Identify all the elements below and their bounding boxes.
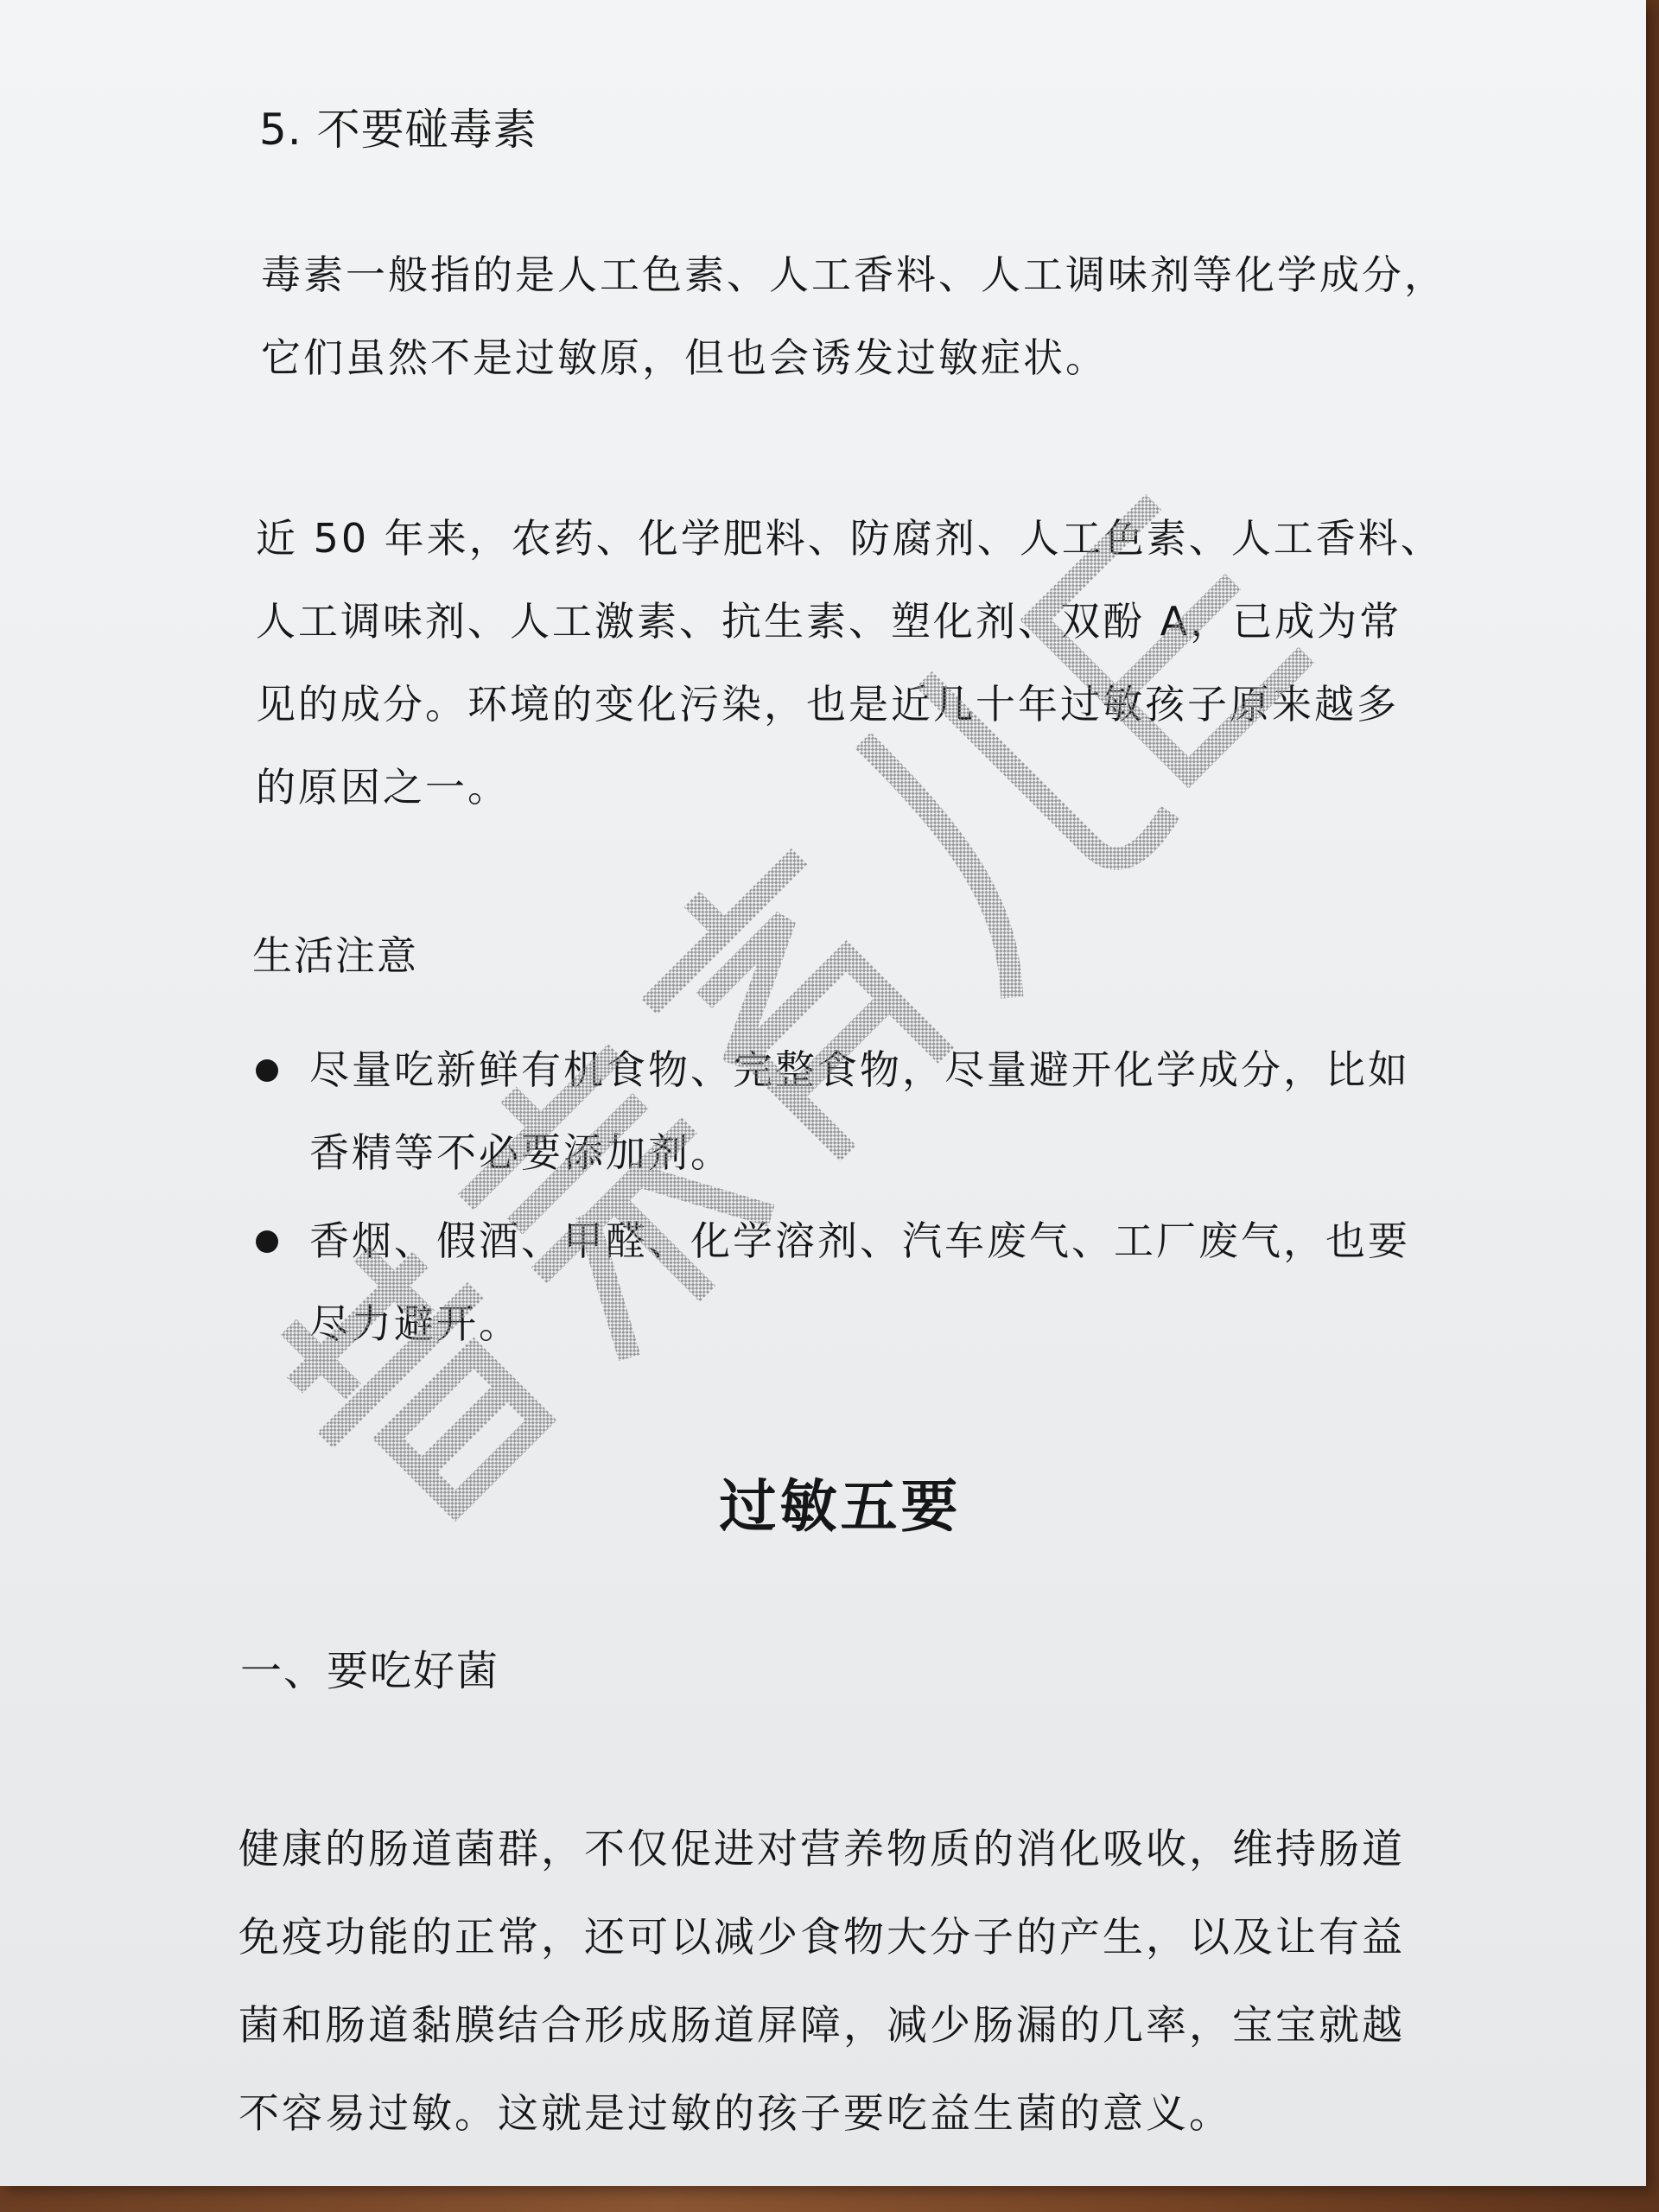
paragraph-line: 人工调味剂、人工激素、抗生素、塑化剂、双酚 A，已成为常 (256, 598, 1402, 645)
bullet-item (252, 1199, 1410, 1365)
paragraph-line: 不容易过敏。这就是过敏的孩子要吃益生菌的意义。 (238, 2090, 1232, 2138)
paragraph-good-bacteria (238, 1806, 1405, 2158)
bullet-line: 尽量吃新鲜有机食物、完整食物，尽量避开化学成分，比如 (309, 1046, 1410, 1093)
bullet-line: 尽力避开。 (309, 1300, 521, 1347)
bullet-dot-icon (256, 1059, 278, 1082)
paragraph-line: 近 50 年来，农药、化学肥料、防腐剂、人工色素、人工香料、 (256, 515, 1443, 562)
paragraph-line: 菌和肠道黏膜结合形成肠道屏障，减少肠漏的几率，宝宝就越 (238, 2002, 1405, 2050)
section-heading-5: 5. 不要碰毒素 (259, 105, 537, 155)
paragraph-line: 毒素一般指的是人工色素、人工香料、人工调味剂等化学成分， (261, 251, 1446, 298)
bullet-item (252, 1028, 1410, 1194)
paragraph-line: 它们虽然不是过敏原，但也会诱发过敏症状。 (261, 334, 1108, 381)
paragraph-line: 健康的肠道菌群，不仅促进对营养物质的消化吸收，维持肠道 (238, 1826, 1405, 1873)
paragraph-toxins-definition (261, 233, 1446, 399)
bullet-line: 香烟、假酒、甲醛、化学溶剂、汽车废气、工厂废气，也要 (309, 1217, 1410, 1264)
paragraph-toxins-history (256, 497, 1443, 829)
bullet-dot-icon (256, 1230, 278, 1253)
bullet-list (252, 1028, 1410, 1370)
subheading-life-notes: 生活注意 (252, 932, 418, 979)
paragraph-line: 的原因之一。 (256, 764, 510, 810)
paragraph-line: 见的成分。环境的变化污染，也是近几十年过敏孩子原来越多 (256, 681, 1399, 728)
chapter-title: 过敏五要 (719, 1473, 962, 1540)
bullet-line: 香精等不必要添加剂。 (309, 1129, 733, 1176)
paragraph-line: 免疫功能的正常，还可以减少食物大分子的产生，以及让有益 (238, 1914, 1405, 1961)
section-heading-1: 一、要吃好菌 (240, 1647, 500, 1695)
